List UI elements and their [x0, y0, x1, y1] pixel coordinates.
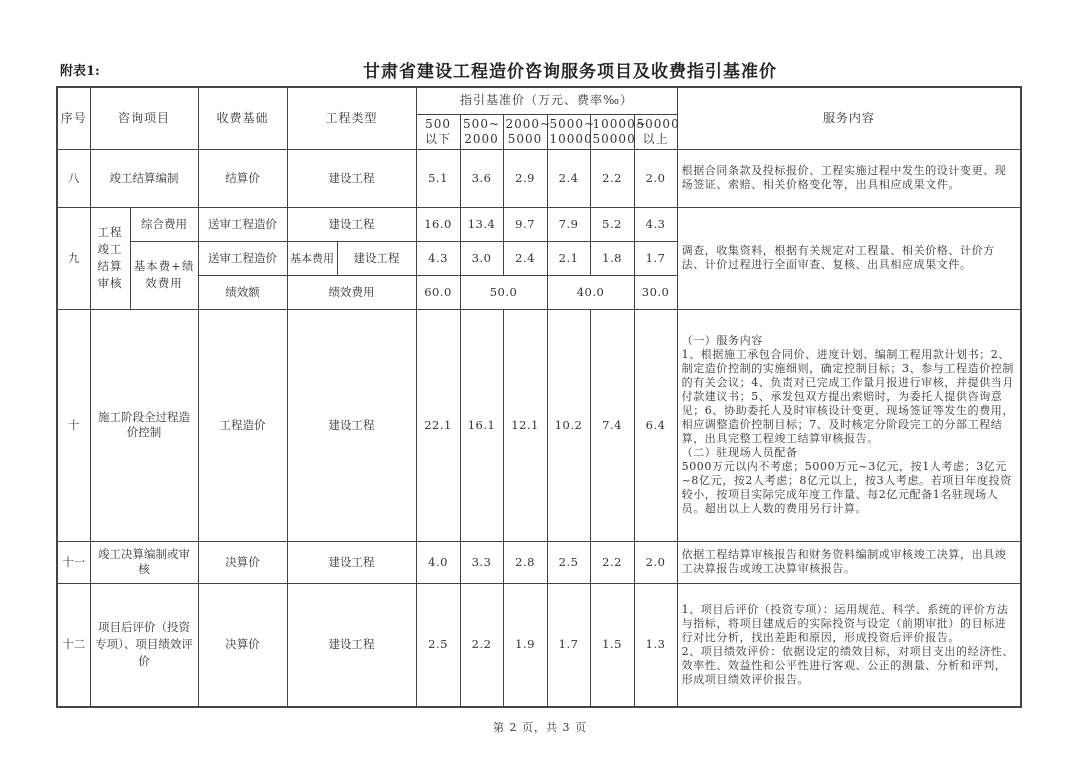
col-service-header: 服务内容 — [677, 87, 1021, 149]
service-paragraph-1: 1、项目后评价（投资专项）：运用规范、科学、系统的评价方法与指标，将项目建成后的实际投资与设定（前期审批）的目标进行对比分析，找出差距和原因，形成投资后评价报告。 — [681, 602, 1009, 644]
document-title: 甘肃省建设工程造价咨询服务项目及收费指引基准价 — [363, 62, 777, 82]
price-cell: 2.2 — [590, 541, 634, 583]
price-cell: 2.4 — [503, 241, 547, 275]
project-type-cell: 建设工程 — [287, 207, 416, 241]
project-type-cell: 建设工程 — [287, 149, 416, 207]
price-cell: 4.0 — [416, 541, 460, 583]
price-cell: 5.1 — [416, 149, 460, 207]
price-cell: 2.0 — [634, 541, 677, 583]
price-cell: 3.3 — [460, 541, 503, 583]
project-type-cell: 建设工程 — [287, 541, 416, 583]
col-seq-header: 序号 — [57, 87, 90, 149]
price-cell: 1.9 — [503, 583, 547, 707]
price-cell: 60.0 — [416, 275, 460, 309]
seq-cell: 十 — [57, 309, 90, 541]
price-cell: 1.5 — [590, 583, 634, 707]
project-type-cell: 绩效费用 — [287, 275, 416, 309]
basis-cell: 决算价 — [198, 583, 287, 707]
basis-cell: 送审工程造价 — [198, 241, 287, 275]
price-cell: 6.4 — [634, 309, 677, 541]
price-cell: 2.8 — [503, 541, 547, 583]
item-cell: 工程竣工结算审核 — [90, 207, 130, 309]
price-cell: 12.1 — [503, 309, 547, 541]
price-cell: 1.8 — [590, 241, 634, 275]
seq-cell: 八 — [57, 149, 90, 207]
col-item-header: 咨询项目 — [90, 87, 198, 149]
service-cell: 根据合同条款及投标报价、工程实施过程中发生的设计变更、现场签证、索赔、相关价格变化等，出具相应成果文件。 — [677, 149, 1021, 207]
seq-cell: 十二 — [57, 583, 90, 707]
service-heading-1: （一）服务内容 — [681, 334, 763, 347]
service-cell: 调查，收集资料，根据有关规定对工程量、相关价格、计价方法、计价过程进行全面审查、复核、出具相应成果文件。 — [677, 207, 1021, 309]
price-cell: 5.2 — [590, 207, 634, 241]
attachment-label: 附表1: — [60, 64, 100, 79]
price-cell: 40.0 — [547, 275, 634, 309]
item-cell: 竣工结算编制 — [90, 149, 198, 207]
project-type-cell: 建设工程 — [287, 309, 416, 541]
price-cell: 2.4 — [547, 149, 590, 207]
sub-item-cell: 综合费用 — [130, 207, 198, 241]
price-cell: 9.7 — [503, 207, 547, 241]
price-cell: 16.1 — [460, 309, 503, 541]
col-price-group-header: 指引基准价（万元、费率‰） — [416, 87, 677, 114]
price-cell: 2.5 — [547, 541, 590, 583]
table-row — [57, 149, 1021, 207]
price-cell: 2.1 — [547, 241, 590, 275]
service-cell — [677, 309, 1021, 541]
basis-cell: 工程造价 — [198, 309, 287, 541]
price-cell: 4.3 — [634, 207, 677, 241]
range-header-1: 500~ 2000 — [460, 114, 503, 149]
price-cell: 1.7 — [547, 583, 590, 707]
price-cell: 3.6 — [460, 149, 503, 207]
item-cell: 竣工决算编制或审核 — [90, 541, 198, 583]
item-cell: 项目后评价（投资专项）、项目绩效评价 — [90, 583, 198, 707]
table-row — [57, 207, 1021, 241]
project-type-cell: 建设工程 — [337, 241, 416, 275]
col-basis-header: 收费基础 — [198, 87, 287, 149]
service-heading-2: （二）驻现场人员配备 — [681, 446, 798, 459]
price-cell: 2.5 — [416, 583, 460, 707]
basis-cell: 决算价 — [198, 541, 287, 583]
price-cell: 22.1 — [416, 309, 460, 541]
price-cell: 10.2 — [547, 309, 590, 541]
table-row — [57, 541, 1021, 583]
price-cell: 1.3 — [634, 583, 677, 707]
seq-cell: 十一 — [57, 541, 90, 583]
price-cell: 1.7 — [634, 241, 677, 275]
fee-part-cell: 基本费用 — [287, 241, 337, 275]
basis-cell: 绩效额 — [198, 275, 287, 309]
service-cell — [677, 583, 1021, 707]
seq-cell: 九 — [57, 207, 90, 309]
sub-item-cell: 基本费+绩效费用 — [130, 241, 198, 309]
basis-cell: 送审工程造价 — [198, 207, 287, 241]
service-cell: 依据工程结算审核报告和财务资料编制或审核竣工决算，出具竣工决算报告或竣工决算审核报告。 — [677, 541, 1021, 583]
price-cell: 16.0 — [416, 207, 460, 241]
service-paragraph-1: 1、根据施工承包合同价、进度计划、编制工程用款计划书；2、制定造价控制的实施细则，确定控制目标；3、参与工程造价控制的有关会议；4、负责对已完成工作量月报进行审核，并提供当月付款建议书；5、承发包双方提出索赔时，为委托人提供咨询意见；6、协助委托人及时审核设计变更、现场签证等发生的费用，相应调整造价控制目标；7、及时核定分阶段完工的分部工程结算，出具完整工程竣工结算审核报告。 — [681, 348, 1015, 445]
price-cell: 2.2 — [460, 583, 503, 707]
service-paragraph-2: 2、项目绩效评价：依据设定的绩效目标，对项目支出的经济性、效率性、效益性和公平性进行客观、公正的测量、分析和评判，形成项目绩效评价报告。 — [681, 644, 1015, 686]
range-header-3: 5000~ 10000 — [547, 114, 590, 149]
table-row — [57, 309, 1021, 541]
price-cell: 30.0 — [634, 275, 677, 309]
page-number: 第 2 页，共 3 页 — [493, 721, 587, 734]
item-cell: 施工阶段全过程造价控制 — [90, 309, 198, 541]
price-cell: 7.4 — [590, 309, 634, 541]
price-cell: 4.3 — [416, 241, 460, 275]
range-header-2: 2000~ 5000 — [503, 114, 547, 149]
col-project-type-header: 工程类型 — [287, 87, 416, 149]
price-cell: 2.0 — [634, 149, 677, 207]
price-cell: 50.0 — [460, 275, 547, 309]
header-row-1 — [57, 87, 1021, 114]
price-cell: 13.4 — [460, 207, 503, 241]
table-row — [57, 583, 1021, 707]
range-header-0: 500 以下 — [416, 114, 460, 149]
service-paragraph-2: 5000万元以内不考虑；5000万元~3亿元，按1人考虑；3亿元~8亿元，按2人考虑；8亿元以上，按3人考虑。若项目年度投资较小，按项目实际完成年度工作量、每2亿元配备1名驻现场人员。超出以上人数的费用另行计算。 — [681, 460, 1012, 515]
price-cell: 2.2 — [590, 149, 634, 207]
project-type-cell: 建设工程 — [287, 583, 416, 707]
range-header-5: 50000 以上 — [634, 114, 677, 149]
price-cell: 3.0 — [460, 241, 503, 275]
range-header-4: 10000~ 50000 — [590, 114, 634, 149]
fee-table — [56, 86, 1022, 708]
price-cell: 7.9 — [547, 207, 590, 241]
price-cell: 2.9 — [503, 149, 547, 207]
basis-cell: 结算价 — [198, 149, 287, 207]
